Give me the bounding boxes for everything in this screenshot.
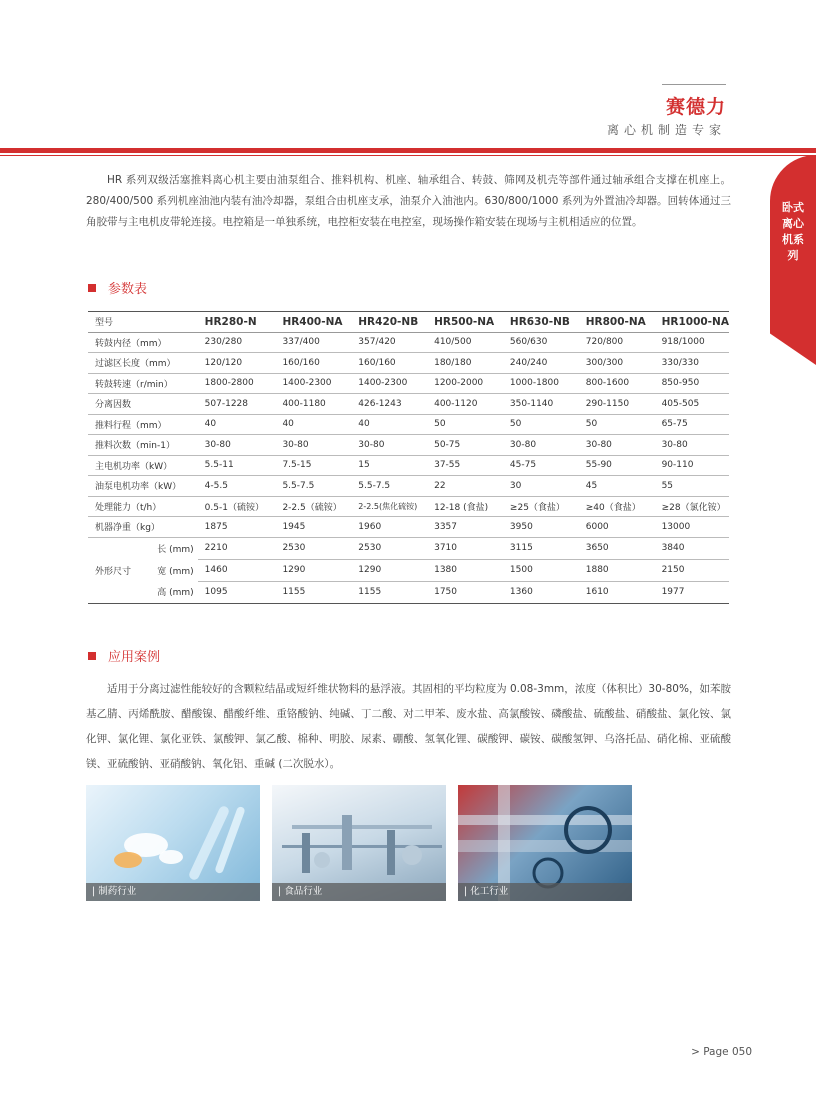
header-bar: [0, 148, 816, 153]
table-cell: 3357: [427, 517, 503, 538]
table-cell: 330/330: [655, 353, 729, 374]
case-caption: | 制药行业: [86, 883, 260, 901]
page-number: > Page 050: [691, 1046, 752, 1058]
dim-sub-label: 长 (mm): [157, 544, 194, 555]
table-cell: 1360: [503, 581, 579, 603]
table-cell: 800-1600: [579, 373, 655, 394]
intro-paragraph: HR 系列双级活塞推料离心机主要由油泵组合、推料机构、机座、轴承组合、转鼓、筛网及机壳等部件通过轴承组合支撑在机座上。280/400/500 系列机座油池内装有油冷却器，泵组合由机座支承，油泵介入油池内。630/800/1000 系列为外置油冷却器。回转体通过三角胶带与主电机皮带轮连接。电控箱是一单独系统，电控柜安装在电控室，现场操作箱安装在现场与主机相适应的位置。: [86, 174, 731, 228]
table-cell: 2-2.5（硫铵）: [275, 496, 351, 517]
table-cell: 40: [275, 414, 351, 435]
table-cell: 40: [198, 414, 276, 435]
row-label: 推料行程（mm）: [88, 414, 198, 435]
table-cell: 1380: [427, 559, 503, 581]
header-bar-thin: [0, 155, 816, 156]
table-cell: 1400-2300: [351, 373, 427, 394]
table-cell: ≥28（氯化铵）: [655, 496, 729, 517]
dims-label-cell: [88, 559, 198, 581]
table-row: [88, 455, 729, 476]
table-cell: 1610: [579, 581, 655, 603]
table-cell: 5.5-7.5: [351, 476, 427, 497]
table-cell: 300/300: [579, 353, 655, 374]
row-label: 主电机功率（kW）: [88, 455, 198, 476]
table-cell: 50: [579, 414, 655, 435]
table-cell: 0.5-1（硫铵）: [198, 496, 276, 517]
params-table: [88, 311, 729, 604]
brand-divider: [662, 84, 726, 85]
table-row: [88, 394, 729, 415]
table-cell: 50: [427, 414, 503, 435]
model-header: HR400-NA: [275, 312, 351, 333]
row-label: 推料次数（min-1）: [88, 435, 198, 456]
table-cell: 4-5.5: [198, 476, 276, 497]
table-cell: 720/800: [579, 332, 655, 353]
table-row: [88, 476, 729, 497]
table-cell: 2530: [351, 537, 427, 559]
table-cell: 1200-2000: [427, 373, 503, 394]
table-cell: 5.5-7.5: [275, 476, 351, 497]
table-cell: ≥25（食盐）: [503, 496, 579, 517]
table-cell: 405-505: [655, 394, 729, 415]
table-cell: 90-110: [655, 455, 729, 476]
table-row: [88, 581, 729, 603]
table-cell: 1800-2800: [198, 373, 276, 394]
app-title-text: 应用案例: [108, 650, 161, 665]
side-tab-label: 卧式离心机系列: [782, 201, 804, 262]
table-header-row: [88, 312, 729, 333]
table-cell: 3710: [427, 537, 503, 559]
table-row: [88, 414, 729, 435]
table-cell: 180/180: [427, 353, 503, 374]
table-cell: 2150: [655, 559, 729, 581]
table-cell: 45: [579, 476, 655, 497]
table-cell: 3840: [655, 537, 729, 559]
table-cell: 1960: [351, 517, 427, 538]
table-cell: ≥40（食盐）: [579, 496, 655, 517]
table-cell: 1460: [198, 559, 276, 581]
case-food: [272, 785, 446, 901]
model-header: HR500-NA: [427, 312, 503, 333]
dim-sub-label: 宽 (mm): [157, 566, 194, 577]
table-cell: 240/240: [503, 353, 579, 374]
row-label: 过滤区长度（mm）: [88, 353, 198, 374]
table-cell: 30-80: [351, 435, 427, 456]
table-cell: 1500: [503, 559, 579, 581]
table-cell: 30: [503, 476, 579, 497]
table-cell: 337/400: [275, 332, 351, 353]
table-cell: 400-1180: [275, 394, 351, 415]
dims-label-cell: [88, 537, 198, 559]
brand-slogan: 离心机制造专家: [606, 123, 726, 137]
table-cell: 2-2.5(焦化硫铵): [351, 496, 427, 517]
table-cell: 1155: [351, 581, 427, 603]
table-cell: 1155: [275, 581, 351, 603]
brand-name: 赛德力: [665, 96, 726, 118]
params-title-text: 参数表: [108, 282, 148, 297]
table-row: [88, 517, 729, 538]
row-label: 处理能力（t/h）: [88, 496, 198, 517]
table-cell: 1000-1800: [503, 373, 579, 394]
app-section-title: [88, 646, 160, 665]
model-header: HR280-N: [198, 312, 276, 333]
table-cell: 507-1228: [198, 394, 276, 415]
table-cell: 120/120: [198, 353, 276, 374]
case-chemical: [458, 785, 632, 901]
table-cell: 50: [503, 414, 579, 435]
dim-sub-label: 高 (mm): [157, 588, 194, 599]
table-cell: 1750: [427, 581, 503, 603]
model-header: HR630-NB: [503, 312, 579, 333]
case-pharma: [86, 785, 260, 901]
row-label: 转鼓内径（mm）: [88, 332, 198, 353]
table-cell: 426-1243: [351, 394, 427, 415]
case-caption: | 食品行业: [272, 883, 446, 901]
table-cell: 350-1140: [503, 394, 579, 415]
table-cell: 37-55: [427, 455, 503, 476]
table-cell: 3650: [579, 537, 655, 559]
row-label: 转鼓转速（r/min）: [88, 373, 198, 394]
table-cell: 30-80: [655, 435, 729, 456]
table-cell: 30-80: [198, 435, 276, 456]
table-cell: 1290: [275, 559, 351, 581]
table-cell: 230/280: [198, 332, 276, 353]
table-cell: 1977: [655, 581, 729, 603]
table-cell: 55: [655, 476, 729, 497]
header-label-cell: 型号: [88, 312, 198, 333]
table-cell: 1875: [198, 517, 276, 538]
table-cell: 45-75: [503, 455, 579, 476]
table-cell: 6000: [579, 517, 655, 538]
table-cell: 1290: [351, 559, 427, 581]
table-row: [88, 537, 729, 559]
table-row: [88, 435, 729, 456]
table-cell: 410/500: [427, 332, 503, 353]
params-section-title: [88, 278, 147, 297]
table-cell: 15: [351, 455, 427, 476]
table-cell: 40: [351, 414, 427, 435]
table-cell: 400-1120: [427, 394, 503, 415]
table-cell: 3950: [503, 517, 579, 538]
table-cell: 560/630: [503, 332, 579, 353]
row-label: 油泵电机功率（kW）: [88, 476, 198, 497]
table-cell: 3115: [503, 537, 579, 559]
table-cell: 22: [427, 476, 503, 497]
table-cell: 918/1000: [655, 332, 729, 353]
table-cell: 1880: [579, 559, 655, 581]
table-cell: 850-950: [655, 373, 729, 394]
table-cell: 160/160: [275, 353, 351, 374]
table-cell: 12-18 (食盐): [427, 496, 503, 517]
case-caption: | 化工行业: [458, 883, 632, 901]
table-cell: 30-80: [579, 435, 655, 456]
table-row: [88, 496, 729, 517]
row-label: 机器净重（kg）: [88, 517, 198, 538]
row-label: 分离因数: [88, 394, 198, 415]
table-cell: 55-90: [579, 455, 655, 476]
table-cell: 7.5-15: [275, 455, 351, 476]
table-cell: 1400-2300: [275, 373, 351, 394]
model-header: HR1000-NA: [655, 312, 729, 333]
model-header: HR800-NA: [579, 312, 655, 333]
dims-main-label: 外形尺寸: [95, 566, 132, 577]
model-header: HR420-NB: [351, 312, 427, 333]
table-cell: 1095: [198, 581, 276, 603]
table-cell: 290-1150: [579, 394, 655, 415]
table-row: [88, 373, 729, 394]
table-cell: 2530: [275, 537, 351, 559]
table-cell: 65-75: [655, 414, 729, 435]
dims-label-cell: [88, 581, 198, 603]
table-row: [88, 353, 729, 374]
table-cell: 30-80: [275, 435, 351, 456]
table-cell: 30-80: [503, 435, 579, 456]
table-row: [88, 332, 729, 353]
table-cell: 357/420: [351, 332, 427, 353]
table-cell: 160/160: [351, 353, 427, 374]
table-cell: 1945: [275, 517, 351, 538]
square-bullet-icon: [88, 652, 96, 660]
table-row: [88, 559, 729, 581]
table-cell: 5.5-11: [198, 455, 276, 476]
application-paragraph: 适用于分离过滤性能较好的含颗粒结晶或短纤维状物料的悬浮液。其固相的平均粒度为 0.08-3mm，浓度（体积比）30-80%，如苯胺基乙腈、丙烯酰胺、醋酸镍、醋酸纤维、重铬酸钠、纯碱、丁二酸、对二甲苯、废水盐、高氯酸铵、磷酸盐、硫酸盐、硝酸盐、氯化铵、氯化钾、氯化锂、氯化亚铁、氯酸钾、氯乙酸、棉种、明胶、尿素、硼酸、氢氧化锂、碳酸钾、碳铵、碳酸氢钾、乌洛托品、硝化棉、亚硫酸镁、亚硫酸钠、亚硝酸钠、氧化铝、重碱 (二次脱水）。: [86, 683, 731, 770]
table-cell: 2210: [198, 537, 276, 559]
table-cell: 50-75: [427, 435, 503, 456]
table-cell: 13000: [655, 517, 729, 538]
square-bullet-icon: [88, 284, 96, 292]
